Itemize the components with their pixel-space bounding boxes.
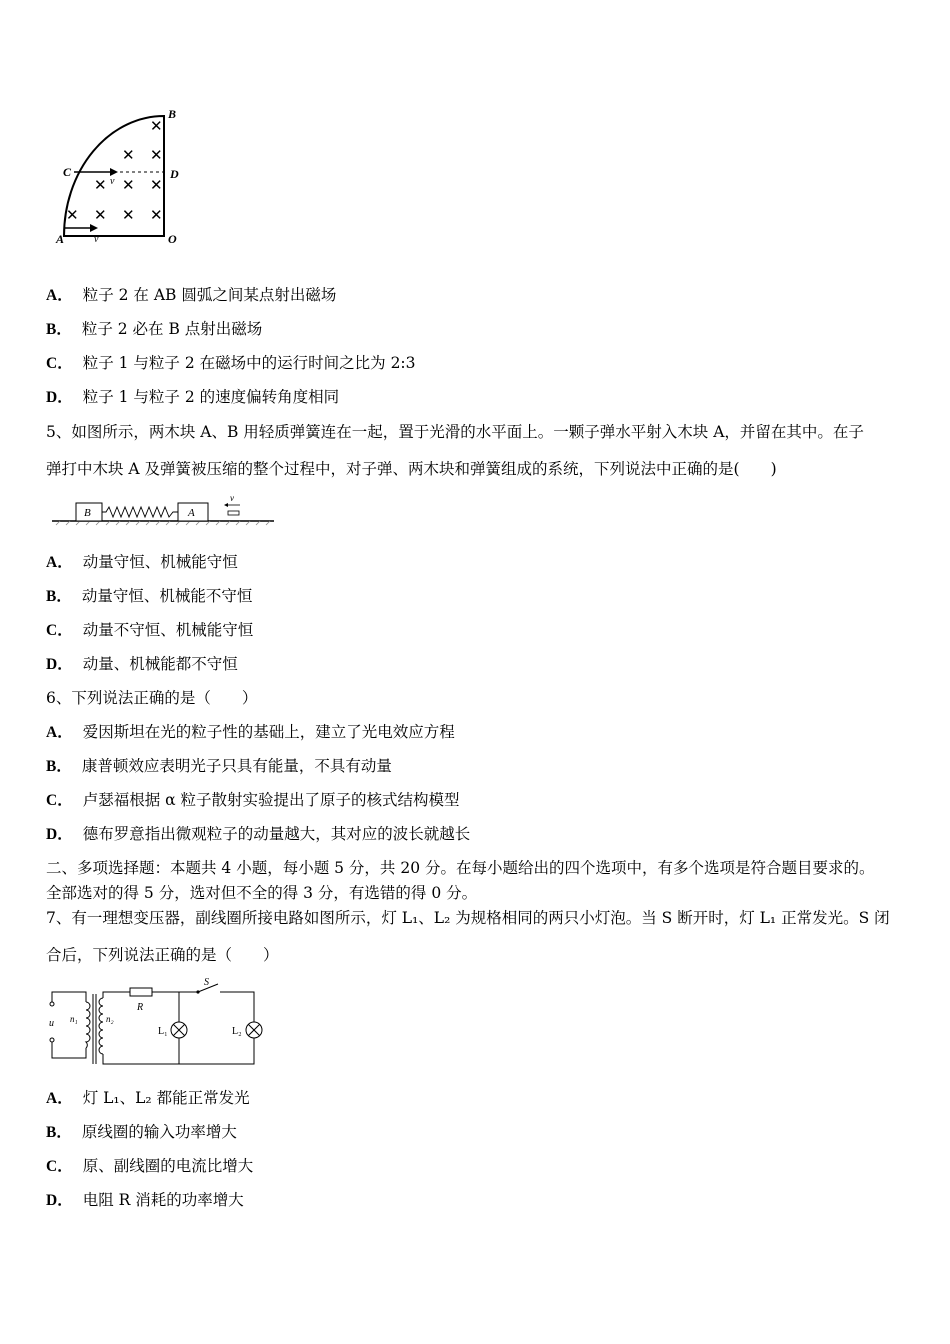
secondary-coil [99, 998, 103, 1054]
label-l2: L₂ [232, 1026, 242, 1037]
label-u: u [49, 1018, 54, 1029]
q5-option-c: C． 动量不守恒、机械能守恒 [46, 621, 254, 639]
q4-option-b: B． 粒子 2 必在 B 点射出磁场 [46, 320, 263, 338]
label-b: B [168, 107, 177, 121]
q7-option-d: D． 电阻 R 消耗的功率增大 [46, 1191, 244, 1209]
label-n1: n₁ [70, 1014, 78, 1024]
q7-option-a: A． 灯 L₁、L₂ 都能正常发光 [46, 1089, 250, 1107]
label-l1: L₁ [158, 1026, 168, 1037]
label-v-c: v [110, 176, 115, 187]
q6-option-d: D． 德布罗意指出微观粒子的动量越大，其对应的波长就越长 [46, 825, 471, 843]
svg-text:✕: ✕ [150, 119, 163, 135]
q5-stem-line2: 弹打中木块 A 及弹簧被压缩的整个过程中，对子弹、两木块和弹簧组成的系统，下列说法中正确的是( ) [46, 460, 777, 478]
terminal-bottom [50, 1038, 54, 1042]
svg-text:✕: ✕ [122, 178, 135, 194]
label-a: A [56, 232, 65, 246]
q5-option-b: B． 动量守恒、机械能不守恒 [46, 587, 253, 605]
bullet-arrowhead [224, 503, 228, 507]
q5-option-a: A． 动量守恒、机械能守恒 [46, 553, 238, 571]
q4-option-a: A． 粒子 2 在 AB 圆弧之间某点射出磁场 [46, 286, 337, 304]
q7-stem-line2: 合后，下列说法正确的是（ ） [46, 946, 279, 964]
primary-wire [52, 992, 86, 1002]
q5-stem-line1: 5、如图所示，两木块 A、B 用轻质弹簧连在一起，置于光滑的水平面上。一颗子弹水平射入木块 A，并留在其中。在子 [46, 423, 864, 441]
svg-text:✕: ✕ [122, 208, 135, 224]
block-b-label: B [84, 507, 91, 519]
q6-option-a: A． 爱因斯坦在光的粒子性的基础上，建立了光电效应方程 [46, 723, 455, 741]
resistor-r [130, 988, 152, 996]
q6-option-b: B． 康普顿效应表明光子只具有能量，不具有动量 [46, 757, 392, 775]
q4-option-d: D． 粒子 1 与粒子 2 的速度偏转角度相同 [46, 388, 340, 406]
q6-option-c: C． 卢瑟福根据 α 粒子散射实验提出了原子的核式结构模型 [46, 791, 460, 809]
svg-text:✕: ✕ [94, 178, 107, 194]
secondary-wire-top [103, 992, 130, 998]
spring [102, 507, 178, 517]
label-d: D [170, 167, 179, 181]
svg-text:✕: ✕ [150, 208, 163, 224]
q7-option-c: C． 原、副线圈的电流比增大 [46, 1157, 254, 1175]
svg-text:✕: ✕ [122, 148, 135, 164]
label-s: S [204, 978, 209, 988]
transformer-circuit-figure [46, 978, 270, 1070]
bullet [228, 511, 239, 515]
label-n2: n₂ [106, 1014, 114, 1024]
magnetic-field-figure [52, 104, 192, 246]
section2-instructions-line2: 全部选对的得 5 分，选对但不全的得 3 分，有选错的得 0 分。 [46, 884, 478, 902]
q7-option-b: B． 原线圈的输入功率增大 [46, 1123, 237, 1141]
wire-right-top [220, 992, 254, 1022]
svg-text:✕: ✕ [150, 148, 163, 164]
q6-stem: 6、下列说法正确的是（ ） [46, 689, 258, 707]
arrowhead-a [90, 224, 98, 232]
label-v-a: v [94, 234, 99, 245]
primary-coil [86, 1002, 90, 1048]
block-a-label: A [188, 507, 195, 519]
q7-stem-line1: 7、有一理想变压器，副线圈所接电路如图所示，灯 L₁、L₂ 为规格相同的两只小灯泡。当 S 断开时，灯 L₁ 正常发光。S 闭 [46, 909, 890, 927]
svg-text:✕: ✕ [66, 208, 79, 224]
terminal-top [50, 1002, 54, 1006]
q5-option-d: D． 动量、机械能都不守恒 [46, 655, 238, 673]
arrowhead-c [110, 168, 118, 176]
section2-instructions-line1: 二、多项选择题：本题共 4 小题，每小题 5 分，共 20 分。在每小题给出的四个选项中，有多个选项是符合题目要求的。 [46, 859, 875, 877]
q4-option-c: C． 粒子 1 与粒子 2 在磁场中的运行时间之比为 2:3 [46, 354, 416, 372]
svg-text:✕: ✕ [150, 178, 163, 194]
label-o: O [168, 232, 177, 246]
label-r: R [137, 1002, 144, 1013]
bullet-v-label: v [230, 493, 234, 503]
svg-text:✕: ✕ [94, 208, 107, 224]
label-c: C [63, 165, 72, 179]
spring-blocks-figure [52, 492, 276, 526]
primary-wire-bottom [52, 1042, 86, 1058]
